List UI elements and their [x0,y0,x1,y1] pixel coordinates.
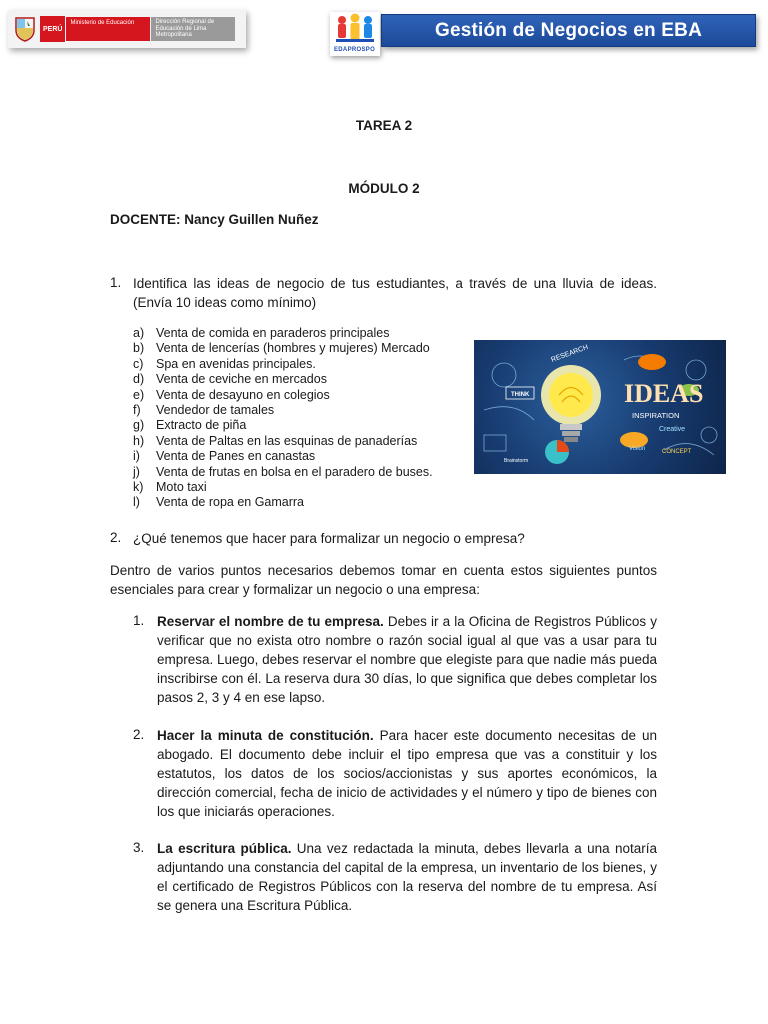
image-word-inspiration: INSPIRATION [632,411,680,420]
list-item-letter: e) [133,387,145,402]
government-header-logo [8,10,246,48]
teacher-name: DOCENTE: Nancy Guillen Nuñez [110,212,319,227]
list-item-letter: k) [133,480,144,494]
image-word-brainstorm: Brainstorm [504,458,529,464]
step-reservar-nombre [157,612,657,707]
list-item-text: Venta de comida en paraderos principales [156,326,390,340]
list-item-text: Spa en avenidas principales. [156,356,316,371]
list-item-text: Venta de Paltas en las esquinas de panaderías [156,433,418,448]
image-word-creative: Creative [659,426,686,433]
list-item-text: Moto taxi [156,480,207,494]
list-item-letter: f) [133,403,141,417]
list-item-text: Venta de ropa en Gamarra [156,495,305,510]
image-word-research: RESEARCH [550,343,590,364]
ideas-illustration [474,340,726,474]
question-2-text: ¿Qué tenemos que hacer para formalizar un negocio o empresa? [133,531,525,546]
list-item-letter: a) [133,326,145,340]
list-item-text: Vendedor de tamales [156,403,275,417]
logo-text: EDAPROSPO [334,47,376,53]
list-item-letter: c) [133,356,144,371]
peru-label: PERÚ [40,16,65,42]
list-item-text: Extracto de piña [156,418,247,433]
step-title: La escritura pública. [157,841,292,856]
document-title: TAREA 2 [355,118,413,133]
list-item-text: Venta de lencerías (hombres y mujeres) Mercado [156,341,430,356]
list-item-letter: h) [133,433,145,448]
people-logo-icon [330,12,380,48]
list-item-letter: j) [133,464,140,479]
step-body: Debes ir a la Oficina de Registros Públicos y verificar que no exista otro nombre o razón social igual al que vas a usar para tu empresa. Luego, debes reservar el nombre que elegiste para que nadie más pueda inscribirse con él. La reserva dura 30 días, lo que significa que debes completar los pasos 2, 3 y 4 en ese lapso. [157,614,657,705]
regional-direction-label: Dirección Regional de Educación de Lima Metropolitana [151,17,235,41]
list-item-letter: g) [133,418,145,433]
list-item-letter: l) [133,495,140,510]
ministry-label: Ministerio de Educación [66,17,150,41]
step-minuta-constitucion [157,726,657,821]
list-item-letter: d) [133,372,145,387]
list-item-text: Venta de frutas en bolsa en el paradero de buses. [156,464,433,479]
list-item-text: Venta de ceviche en mercados [156,372,327,387]
step-title: Reservar el nombre de tu empresa. [157,614,384,629]
lightbulb-ideas-image [474,340,726,474]
step-body: Para hacer este documento necesitas de un abogado. El documento debe incluir el tipo empresa que vas a constituir y los estatutos, los datos de los socios/accionistas y sus aportes económicos, la dirección comercial, fecha de inicio de actividades y el número y tipo de bienes con los que iniciarás operaciones. [157,728,657,819]
module-title: MÓDULO 2 [348,181,420,196]
step-number: 2. [133,727,145,742]
step-body: Una vez redactada la minuta, debes llevarla a una notaría adjuntando una constancia del capital de la empresa, un inventario de los bienes, y el certificado de Registros Públicos con la reserva del nombre de tu empresa. Así se genera una Escritura Pública. [157,841,658,913]
question-2-intro: Dentro de varios puntos necesarios debemos tomar en cuenta estos siguientes puntos esenciales para crear y formalizar un negocio o una empresa: [110,563,657,597]
list-item-text: Venta de Panes en canastas [156,449,316,464]
step-title: Hacer la minuta de constitución. [157,728,374,743]
list-item-text: Venta de desayuno en colegios [156,387,330,402]
step-number: 1. [133,613,145,628]
course-banner-title: Gestión de Negocios en EBA [381,14,756,47]
step-escritura-publica [157,839,657,915]
image-word-ideas: IDEAS [624,379,704,408]
image-word-concept: CONCEPT [662,449,692,455]
question-1-text: Identifica las ideas de negocio de tus estudiantes, a través de una lluvia de ideas. (Envía 10 ideas como mínimo) [133,276,657,310]
question-number: 1. [110,275,122,290]
list-item-letter: b) [133,341,145,356]
question-number: 2. [110,530,122,545]
image-word-think: THINK [511,392,530,398]
list-item-letter: i) [133,449,140,464]
peru-coat-of-arms-icon [14,16,36,42]
step-number: 3. [133,840,145,855]
image-word-vision: Vision [629,446,646,452]
